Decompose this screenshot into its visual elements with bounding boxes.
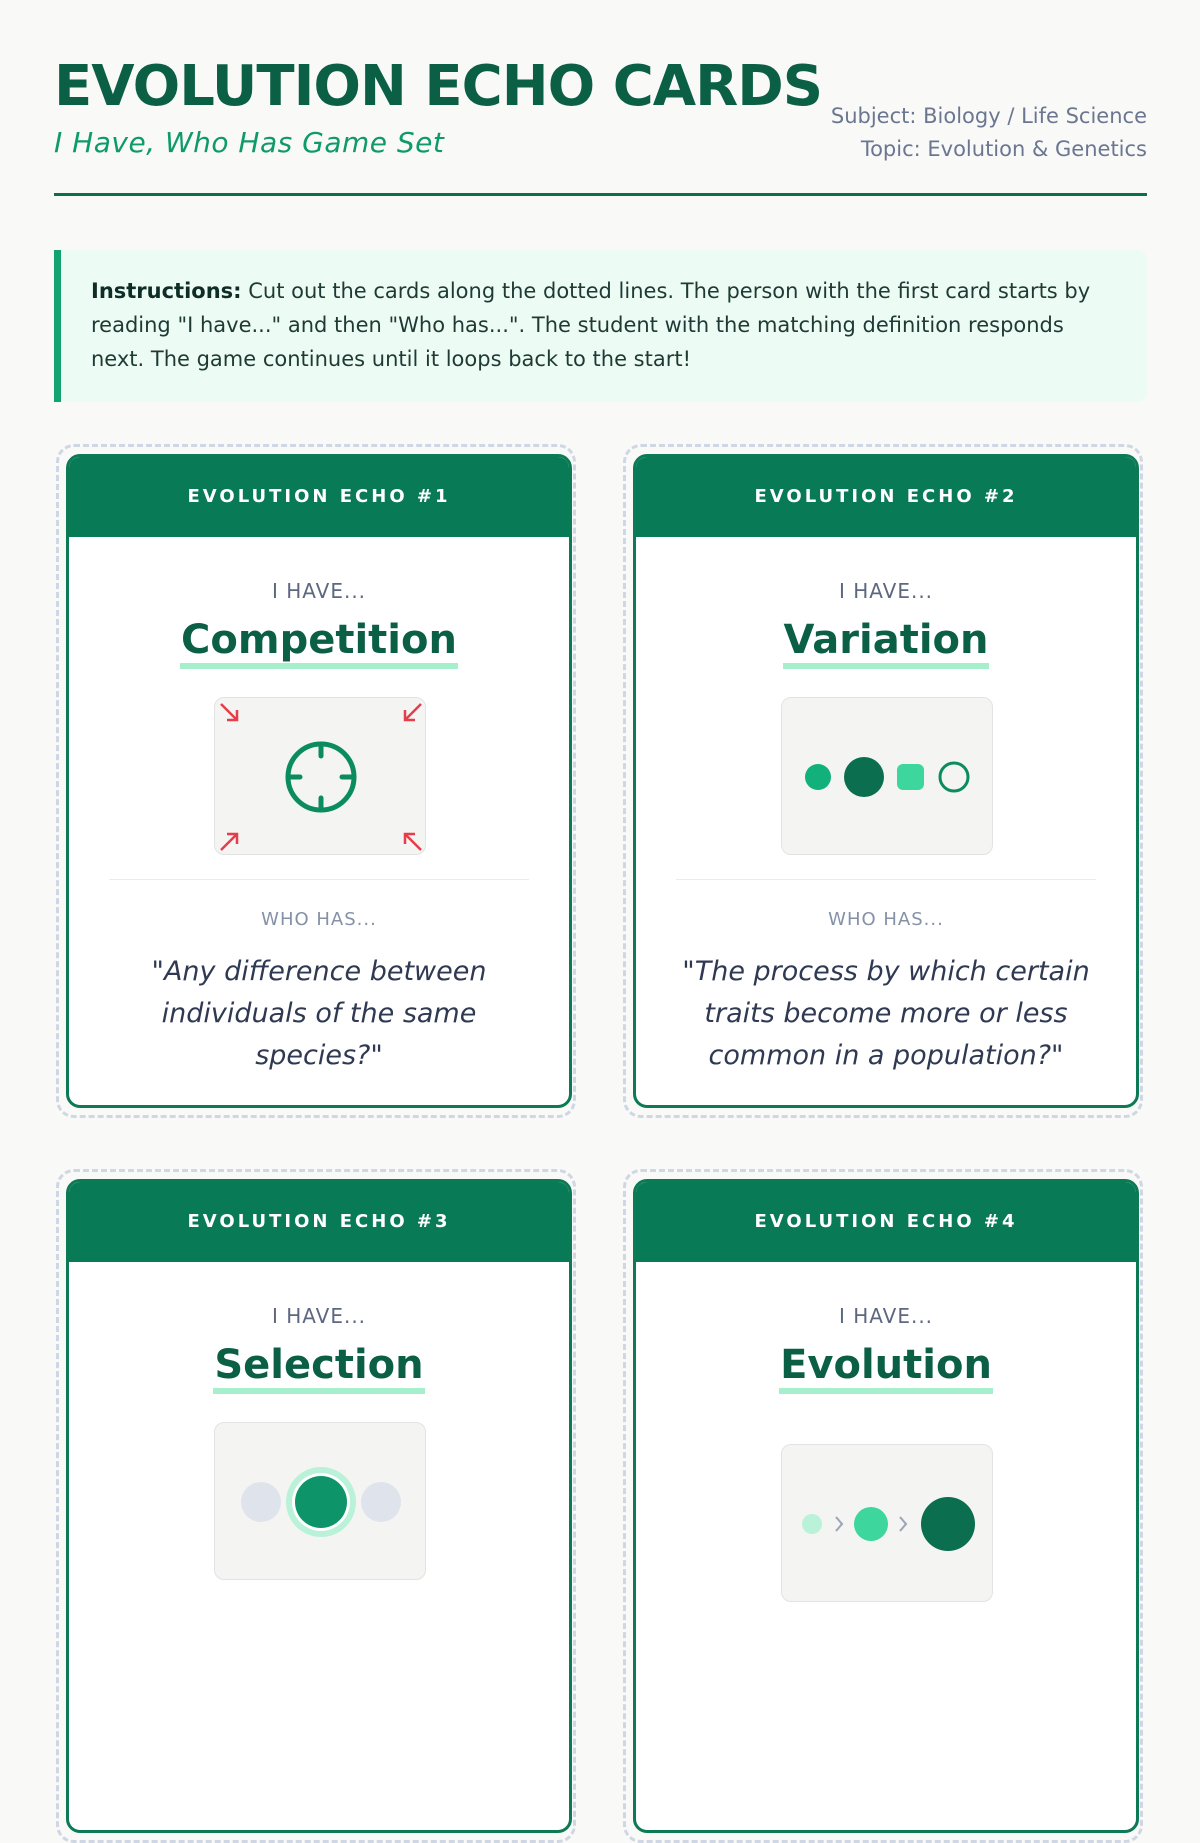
term-wrapper [636,617,1136,669]
card-header: EVOLUTION ECHO #4 [636,1182,1136,1262]
growth-progression-icon [781,1444,993,1602]
card-term: Competition [180,617,458,669]
instructions-box [54,250,1147,402]
card-1 [66,454,572,1108]
i-have-label: I HAVE... [271,579,367,603]
term-wrapper [636,1342,1136,1394]
card-header: EVOLUTION ECHO #3 [69,1182,569,1262]
card-divider [109,879,529,880]
card-cutout-1 [56,444,576,1118]
subject-meta [831,100,1147,166]
card-term: Evolution [779,1342,993,1394]
page-subtitle: I Have, Who Has Game Set [54,126,445,159]
i-have-label: I HAVE... [838,1304,934,1328]
card-header: EVOLUTION ECHO #2 [636,457,1136,537]
page-title: EVOLUTION ECHO CARDS [54,54,823,119]
i-have-label: I HAVE... [838,579,934,603]
i-have-label: I HAVE... [271,1304,367,1328]
card-cutout-4 [623,1169,1143,1843]
card-cutout-3 [56,1169,576,1843]
header-divider [54,193,1147,196]
card-definition: "Any difference between individuals of the same species?" [151,956,487,1071]
term-wrapper [69,1342,569,1394]
who-has-label: WHO HAS... [261,909,377,930]
crosshair-target-icon [214,697,426,855]
card-3 [66,1179,572,1833]
topic-label: Topic: Evolution & Genetics [860,137,1147,161]
card-cutout-2 [623,444,1143,1118]
who-has-label: WHO HAS... [828,909,944,930]
card-header: EVOLUTION ECHO #1 [69,457,569,537]
card-term: Variation [783,617,990,669]
page-header [54,52,1147,194]
card-term: Selection [213,1342,424,1394]
card-divider [676,879,1096,880]
card-4 [633,1179,1139,1833]
card-2 [633,454,1139,1108]
instructions-text: Cut out the cards along the dotted lines. The person with the first card starts by reading "I have..." and then "Who has...". The student with the matching definition responds next. The game continues until it loops back to the start! [91,279,1091,371]
subject-label: Subject: Biology / Life Science [830,104,1147,128]
variation-shapes-icon [781,697,993,855]
term-wrapper [69,617,569,669]
card-definition: "The process by which certain traits become more or less common in a population?" [682,956,1090,1071]
instructions-label: Instructions: [91,279,242,303]
selection-circle-icon [214,1422,426,1580]
